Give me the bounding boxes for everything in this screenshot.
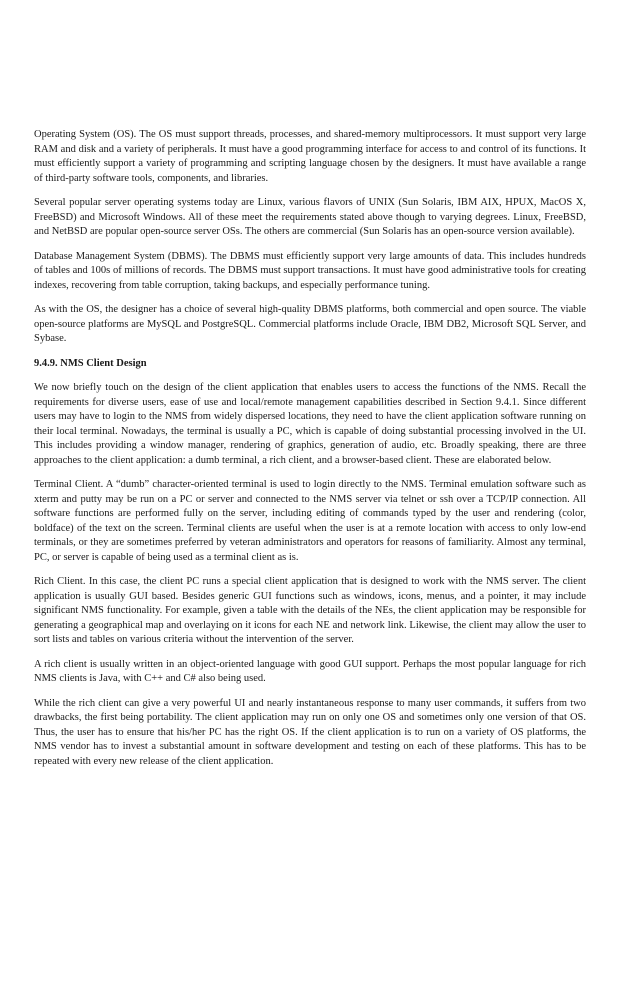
- paragraph-rich-client-drawbacks: While the rich client can give a very powerful UI and nearly instantaneous response to many user commands, it suffers from two drawbacks, the first being portability. The client application may run on only one OS and sometimes only one version of that OS. Thus, the user has to ensure that his/her PC has the right OS. If the client application is to run on a variety of OS platforms, the NMS vendor has to invest a substantial amount in software development and testing on each of these platforms. This has to be repeated with every new release of the client application.: [34, 697, 586, 767]
- paragraph-rich-client-language: A rich client is usually written in an object-oriented language with good GUI support. Perhaps the most popular language for rich NMS clients is Java, with C++ and C# also being used.: [34, 658, 586, 684]
- paragraph-terminal-client: Terminal Client. A “dumb” character-oriented terminal is used to login directly to the NMS. Terminal emulation software such as xterm and putty may be run on a PC or server and connected to the NMS server via telnet or ssh over a TCP/IP connection. All software functions are performed fully on the server, including editing of commands typed by the user and rendering (color, boldface) of the text on the screen. Terminal clients are useful when the user is at a remote location with access to only low-end terminals, or they are sometimes preferred by veteran administrators and operators for reasons of familiarity. Almost any terminal, PC, or server is capable of being used as a terminal client as is.: [34, 479, 586, 563]
- paragraph-rich-client: Rich Client. In this case, the client PC runs a special client application that is designed to work with the NMS server. The client application is usually GUI based. Besides generic GUI functions such as windows, icons, menus, and a pointer, it may include significant NMS functionality. For example, given a table with the details of the NEs, the client application may be responsible for generating a geographical map and overlaying on it icons for each NE and network link. Likewise, the client may allow the user to sort lists and tables on various criteria without the intervention of the server.: [34, 576, 586, 645]
- paragraph-dbms: Database Management System (DBMS). The DBMS must efficiently support very large amounts of data. This includes hundreds of tables and 100s of millions of records. The DBMS must support transactions. It must have good administrative tools for creating indexes, recovering from table corruption, taking backups, and especially performance tuning.: [34, 250, 586, 291]
- paragraph-server-os-list: Several popular server operating systems today are Linux, various flavors of UNIX (Sun Solaris, IBM AIX, HPUX, MacOS X, FreeBSD) and Microsoft Windows. All of these meet the requirements stated above though to varying degrees. Linux, FreeBSD, and NetBSD are popular open-source server OSs. The others are commercial (Sun Solaris has an open-source version available).: [34, 197, 586, 237]
- paragraph-client-design-intro: We now briefly touch on the design of the client application that enables users to access the functions of the NMS. Recall the requirements for diverse users, ease of use and local/remote management capabilities described in Section 9.4.1. Since different users may have to login to the NMS from widely dispersed locations, they need to have the client application software running on their local terminal. Nowadays, the terminal is usually a PC, which is capable of doing substantial processing involved in the UI. This includes providing a window manager, rendering of graphics, generation of audio, etc. Broadly speaking, there are three approaches to the client application: a dumb terminal, a rich client, and a browser-based client. These are elaborated below.: [34, 382, 586, 466]
- paragraph-operating-system: Operating System (OS). The OS must support threads, processes, and shared-memory multiprocessors. It must support very large RAM and disk and a variety of peripherals. It must have a good programming interface for access to and control of its functions. It must efficiently support a variety of programming and scripting language chosen by the designers. It must have available a range of third-party software tools, components, and libraries.: [34, 129, 586, 184]
- section-heading: 9.4.9. NMS Client Design: [34, 357, 147, 369]
- paragraph-dbms-platforms: As with the OS, the designer has a choice of several high-quality DBMS platforms, both commercial and open source. The viable open-source platforms are MySQL and PostgreSQL. Commercial platforms include Oracle, IBM DB2, Microsoft SQL Server, and Sybase.: [34, 304, 586, 344]
- document-page: [34, 128, 586, 779]
